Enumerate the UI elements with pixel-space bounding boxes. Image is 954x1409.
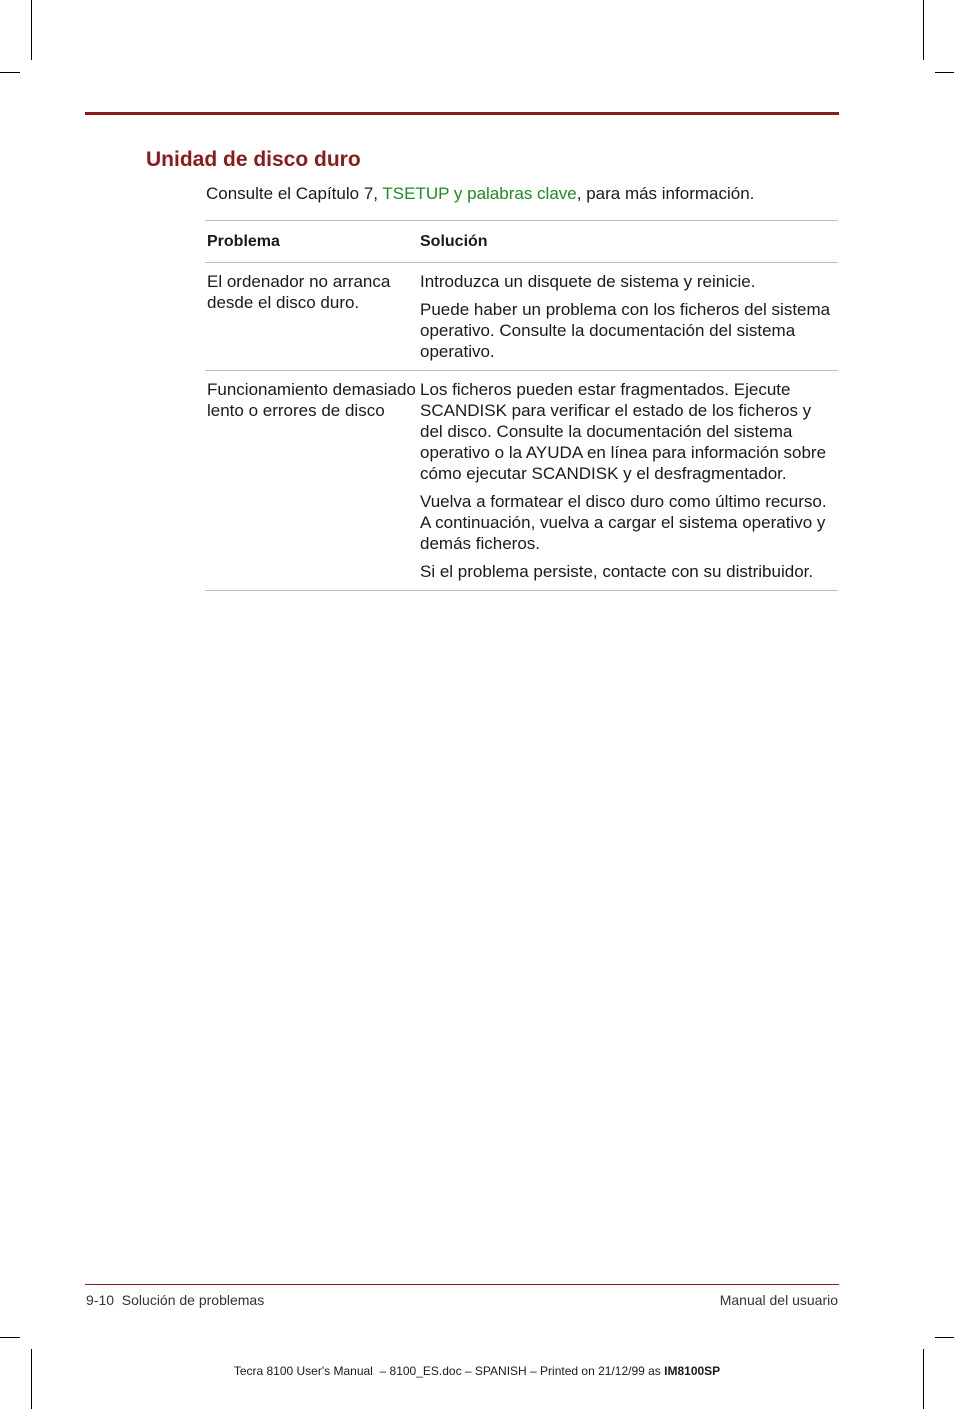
problem-cell: El ordenador no arranca desde el disco duro. (205, 263, 418, 371)
table-header-row (205, 221, 838, 263)
crop-mark (935, 1337, 954, 1338)
footer-page-label: 9-10 Solución de problemas (86, 1292, 265, 1308)
crop-mark (31, 1349, 32, 1409)
intro-suffix: , para más información. (576, 184, 755, 203)
crop-mark (31, 0, 32, 60)
print-info (0, 1364, 954, 1378)
intro-prefix: Consulte el Capítulo 7, (206, 184, 383, 203)
solution-paragraph: Vuelva a formatear el disco duro como último recurso. A continuación, vuelva a cargar el sistema operativo y demás ficheros. (420, 492, 827, 553)
crop-mark (0, 1337, 20, 1338)
crop-mark (935, 72, 954, 73)
solution-paragraph: Los ficheros pueden estar fragmentados. Ejecute SCANDISK para verificar el estado de los ficheros y del disco. Consulte la documentación del sistema operativo o la AYUDA en línea para información sobre cómo ejecutar SCANDISK y el desfragmentador. (420, 380, 827, 483)
problem-cell: Funcionamiento demasiado lento o errores de disco (205, 371, 418, 591)
footer-rule (85, 1284, 839, 1285)
crop-mark (923, 0, 924, 60)
solution-paragraph: Si el problema persiste, contacte con su distribuidor. (420, 562, 814, 581)
section-title: Unidad de disco duro (146, 148, 361, 171)
header-rule (85, 112, 839, 115)
solution-paragraph: Puede haber un problema con los ficheros del sistema operativo. Consulte la documentación del sistema operativo. (420, 300, 831, 361)
header-problem: Problema (205, 221, 418, 263)
print-info-code: IM8100SP (664, 1364, 721, 1378)
solution-cell (418, 263, 838, 371)
crop-mark (0, 72, 20, 73)
crop-mark (923, 1349, 924, 1409)
table-row (205, 263, 838, 371)
chapter-link[interactable]: TSETUP y palabras clave (382, 184, 577, 203)
header-solution: Solución (418, 221, 838, 263)
intro-paragraph (206, 184, 754, 204)
table-row (205, 371, 838, 591)
troubleshooting-table (205, 220, 838, 591)
solution-paragraph: Introduzca un disquete de sistema y reinicie. (420, 272, 756, 291)
print-info-text: Tecra 8100 User's Manual – 8100_ES.doc – SPANISH – Printed on 21/12/99 as (233, 1364, 665, 1378)
footer-manual-title: Manual del usuario (719, 1292, 838, 1308)
solution-cell (418, 371, 838, 591)
